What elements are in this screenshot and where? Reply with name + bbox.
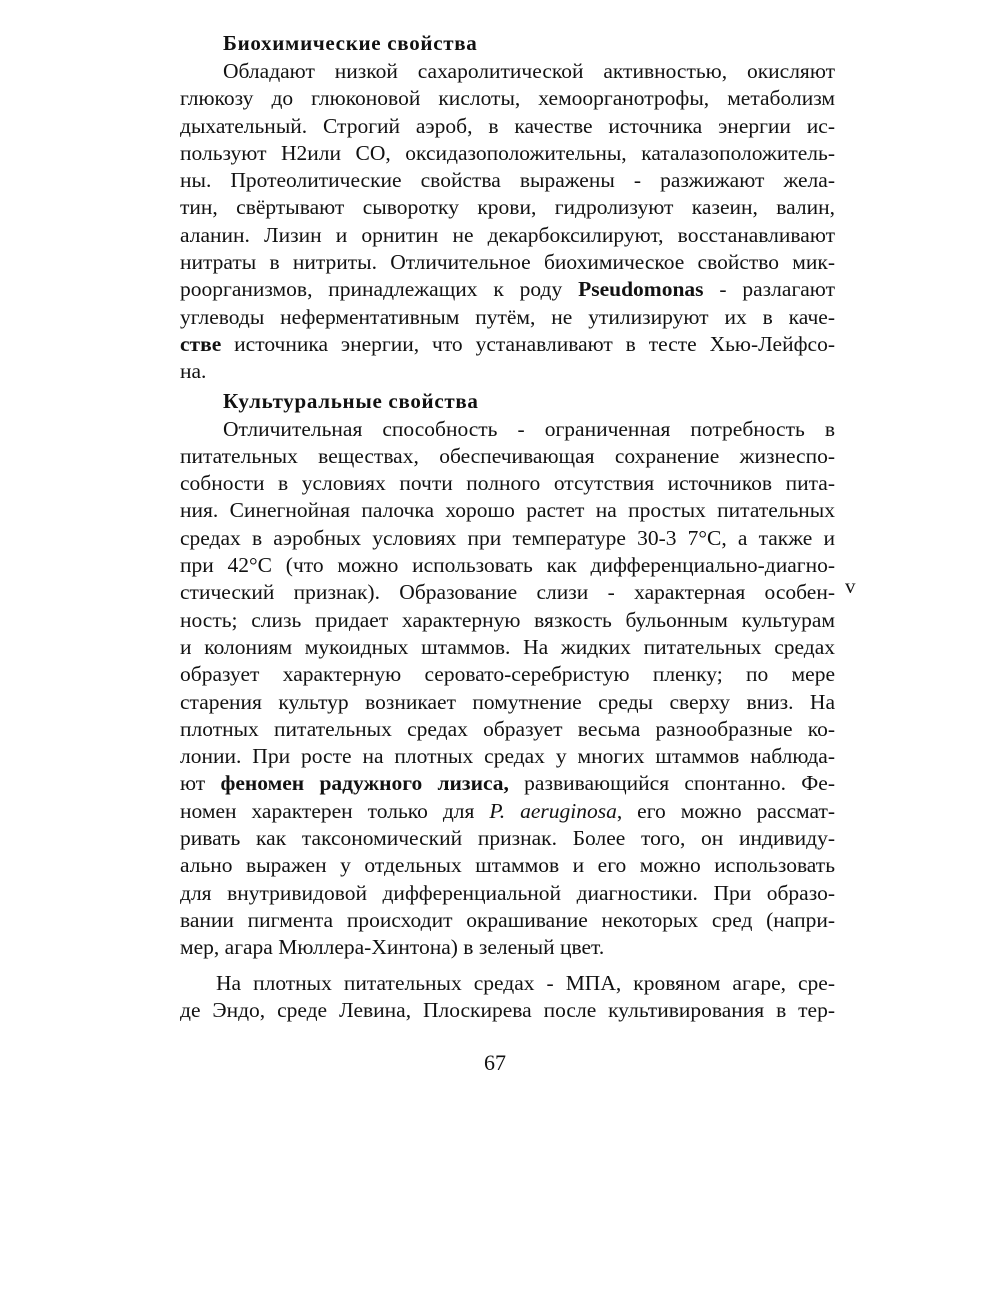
- text-run: развивающийся спонтанно. Фе-: [508, 771, 835, 796]
- paragraph-line: лонии. При росте на плотных средах у многих штаммов наблюда-: [180, 744, 835, 769]
- paragraph-line: [180, 331, 835, 358]
- paragraph-line: [180, 276, 835, 303]
- paragraph-line: для внутривидовой дифференциальной диагностики. При образо-: [180, 880, 835, 905]
- text-run: источника энергии, что устанавливают в тесте Хью-Лейфсо-: [221, 331, 835, 356]
- section-heading-cultural: Культуральные свойства: [223, 388, 479, 413]
- page-body: [180, 28, 835, 1024]
- paragraph-line: пользуют Н2или СО, оксидазоположительны, каталазоположитель-: [180, 140, 835, 165]
- paragraph-line: вании пигмента происходит окрашивание некоторых сред (напри-: [180, 907, 835, 932]
- margin-mark: v: [845, 574, 856, 598]
- bold-fragment: стве: [180, 331, 222, 356]
- paragraph-line: питательных веществах, обеспечивающая сохранение жизнеспо-: [180, 443, 835, 468]
- paragraph-line: ально выражен у отдельных штаммов и его можно использовать: [180, 853, 835, 878]
- paragraph-line: тин, свёртывают сыворотку крови, гидролизуют казеин, валин,: [180, 195, 835, 220]
- species-name-italic: P. aeruginosa: [489, 798, 617, 823]
- paragraph-line: ны. Протеолитические свойства выражены - разжижают жела-: [180, 168, 835, 193]
- paragraph-line: де Эндо, среде Левина, Плоскирева после культивирования в тер-: [180, 997, 835, 1022]
- text-run: - разлагают: [703, 277, 835, 302]
- page-number: 67: [484, 1050, 506, 1075]
- paragraph-line: плотных питательных средах образует весьма разнообразные ко-: [180, 716, 835, 741]
- paragraph-line: собности в условиях почти полного отсутствия источников пита-: [180, 471, 835, 496]
- paragraph-line: Отличительная способность - ограниченная потребность в: [223, 416, 835, 441]
- text-run: ют: [180, 771, 221, 796]
- genus-name-bold: Pseudomonas: [578, 277, 704, 302]
- section-heading-biochemical: Биохимические свойства: [223, 31, 478, 55]
- paragraph-line: углеводы неферментативным путём, не утилизируют их в каче-: [180, 304, 835, 329]
- text-run: , его можно рассмат-: [616, 798, 835, 823]
- paragraph-line: На плотных питательных средах - МПА, кровяном агаре, сре-: [216, 970, 835, 995]
- phenomenon-bold: феномен радужного лизиса,: [220, 771, 509, 796]
- paragraph-line: глюкозу до глюконовой кислоты, хемоорганотрофы, метаболизм: [180, 86, 835, 111]
- paragraph-line: нитраты в нитриты. Отличительное биохимическое свойство мик-: [180, 250, 835, 275]
- paragraph-line: стический признак). Образование слизи - характерная особен-: [180, 580, 835, 605]
- paragraph-line: старения культур возникает помутнение среды сверху вниз. На: [180, 689, 835, 714]
- paragraph-line: аланин. Лизин и орнитин не декарбоксилируют, восстанавливают: [180, 222, 835, 247]
- paragraph-line: при 42°С (что можно использовать как дифференциально-диагно-: [180, 553, 835, 578]
- paragraph-line: [180, 770, 835, 797]
- paragraph-line: дыхательный. Строгий аэроб, в качестве источника энергии ис-: [180, 113, 835, 138]
- text-run: роорганизмов, принадлежащих к роду: [180, 277, 579, 302]
- paragraph-line: ривать как таксономический признак. Более того, он индивиду-: [180, 826, 835, 851]
- paragraph-line: ния. Синегнойная палочка хорошо растет на простых питательных: [180, 498, 835, 523]
- paragraph-line: [180, 798, 835, 825]
- text-run: номен характерен только для: [180, 798, 490, 823]
- paragraph-line: средах в аэробных условиях при температуре 30-3 7°С, а также и: [180, 525, 835, 550]
- paragraph-line: образует характерную серовато-серебристую пленку; по мере: [180, 662, 835, 687]
- paragraph-line: на.: [180, 359, 207, 384]
- paragraph-line: ность; слизь придает характерную вязкость бульонным культурам: [180, 607, 835, 632]
- paragraph-line: и колониям мукоидных штаммов. На жидких питательных средах: [180, 634, 835, 659]
- paragraph-line: мер, агара Мюллера-Хинтона) в зеленый цвет.: [180, 935, 605, 960]
- paragraph-line: Обладают низкой сахаролитической активностью, окисляют: [223, 59, 835, 83]
